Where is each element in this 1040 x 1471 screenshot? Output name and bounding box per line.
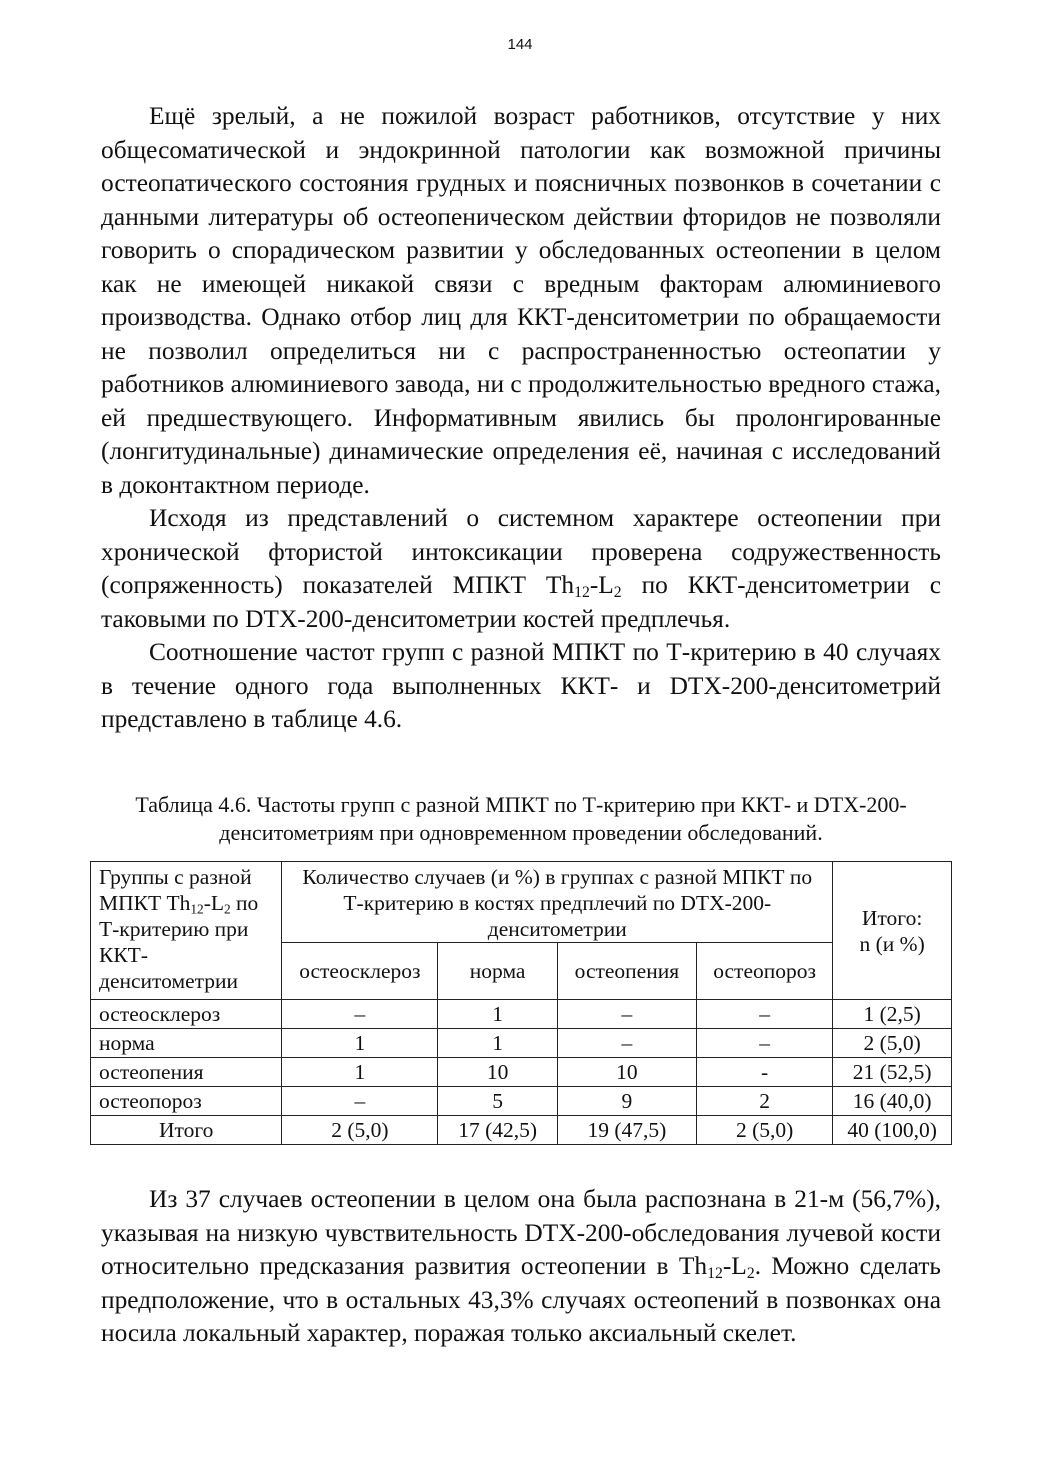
- paragraph-2-text-c: по ККТ-денситометрии с таковыми по DTX-200-денситометрии костей предплечья.: [101, 571, 941, 633]
- table-cell: –: [696, 1000, 832, 1029]
- column-header: остеопороз: [696, 943, 832, 1000]
- paragraph-2-text-a: Исходя из представлений о системном характере остеопении при хронической фтористой интоксикации проверена содружественность (сопряженность) показателей МПКТ Th: [101, 504, 941, 599]
- paragraph-2: [101, 502, 941, 636]
- table-cell: -: [696, 1058, 832, 1087]
- table-cell: –: [696, 1029, 832, 1058]
- column-header: остеосклероз: [282, 943, 438, 1000]
- row-total: 2 (5,0): [833, 1029, 952, 1058]
- table-cell: –: [557, 1029, 696, 1058]
- conclusion-text-c: . Можно сделать предположение, что в остальных 43,3% случаях остеопений в позвонках она носила локальный характер, поражая только аксиальный скелет.: [101, 1252, 941, 1347]
- subscript-12: 12: [707, 1264, 723, 1282]
- table-cell: 17 (42,5): [438, 1116, 557, 1145]
- table-cell: 9: [557, 1087, 696, 1116]
- table-caption: Таблица 4.6. Частоты групп с разной МПКТ по Т-критерию при ККТ- и DTX-200-денситометриям при одновременном проведении обследований.: [135, 792, 907, 845]
- conclusion-text-b: -L: [722, 1252, 747, 1280]
- row-header-subscript-2: 2: [224, 901, 231, 917]
- table-row: [91, 1058, 952, 1087]
- page-number: 144: [507, 36, 533, 53]
- column-header: норма: [438, 943, 557, 1000]
- table-cell: –: [282, 1087, 438, 1116]
- table-cell: 2 (5,0): [696, 1116, 832, 1145]
- table-cell: –: [282, 1000, 438, 1029]
- paragraph-conclusion: [101, 1183, 941, 1351]
- total-header-line-1: Итого:: [861, 905, 923, 930]
- total-column-header: [833, 862, 952, 1000]
- intro-text: [101, 100, 941, 737]
- paragraph-1: Ещё зрелый, а не пожилой возраст работников, отсутствие у них общесоматической и эндокринной патологии как возможной причины остеопатического состояния грудных и поясничных позвонков в сочетании с данными литературы об остеопеническом действии фторидов не позволяли говорить о спорадическом развитии у обследованных остеопении в целом как не имеющей никакой связи с вредным факторам алюминиевого производства. Однако отбор лиц для ККТ-денситометрии по обращаемости не позволил определиться ни с распространенностью остеопатии у работников алюминиевого завода, ни с продолжительностью вредного стажа, ей предшествующего. Информативным явились бы пролонгированные (лонгитудинальные) динамические определения её, начиная с исследований в доконтактном периоде.: [101, 102, 941, 499]
- conclusion-text-a: Из 37 случаев остеопении в целом она была распознана в 21-м (56,7%), указывая на низкую чувствительность DTX-200-обследования лучевой кости относительно предсказания развития остеопении в Th: [101, 1185, 941, 1280]
- totals-row-label: Итого: [91, 1116, 282, 1145]
- row-label: остеопороз: [91, 1087, 282, 1116]
- table-cell: 5: [438, 1087, 557, 1116]
- subscript-2: 2: [746, 1264, 755, 1282]
- row-label: норма: [91, 1029, 282, 1058]
- frequency-table: [90, 861, 952, 1145]
- subscript-2: 2: [613, 583, 622, 601]
- row-label: остеопения: [91, 1058, 282, 1087]
- table-cell: 10: [438, 1058, 557, 1087]
- row-label: остеосклероз: [91, 1000, 282, 1029]
- table-cell: 2 (5,0): [282, 1116, 438, 1145]
- row-header-subscript-12: 12: [190, 901, 204, 917]
- subscript-12: 12: [574, 583, 590, 601]
- table-row: [91, 1000, 952, 1029]
- column-header: остеопения: [557, 943, 696, 1000]
- conclusion-text: [101, 1183, 941, 1351]
- column-group-header: Количество случаев (и %) в группах с разной МПКТ по Т-критерию в костях предплечий по DTX-200-денситометрии: [282, 862, 833, 943]
- row-header-text-c: по Т-критерию при ККТ-денситометрии: [99, 891, 259, 993]
- paragraph-2-text-b: -L: [589, 571, 614, 599]
- row-header-text-b: -L: [203, 891, 224, 915]
- table-cell: 1: [438, 1029, 557, 1058]
- row-total: 21 (52,5): [833, 1058, 952, 1087]
- grand-total: 40 (100,0): [833, 1116, 952, 1145]
- row-total: 16 (40,0): [833, 1087, 952, 1116]
- table-row: [91, 1087, 952, 1116]
- table-cell: 19 (47,5): [557, 1116, 696, 1145]
- table-cell: –: [557, 1000, 696, 1029]
- table-cell: 1: [282, 1029, 438, 1058]
- table-cell: 10: [557, 1058, 696, 1087]
- table-cell: 1: [438, 1000, 557, 1029]
- row-header-text-a: Группы с разной МПКТ Th: [99, 865, 252, 915]
- table-cell: 2: [696, 1087, 832, 1116]
- table-cell: 1: [282, 1058, 438, 1087]
- row-total: 1 (2,5): [833, 1000, 952, 1029]
- row-groups-header: [91, 862, 282, 1000]
- totals-row: [91, 1116, 952, 1145]
- table-row: [91, 1029, 952, 1058]
- total-header-line-2: n (и %): [859, 931, 925, 956]
- paragraph-3: Соотношение частот групп с разной МПКТ по Т-критерию в 40 случаях в течение одного года выполненных ККТ- и DTX-200-денситометрий представлено в таблице 4.6.: [101, 638, 941, 733]
